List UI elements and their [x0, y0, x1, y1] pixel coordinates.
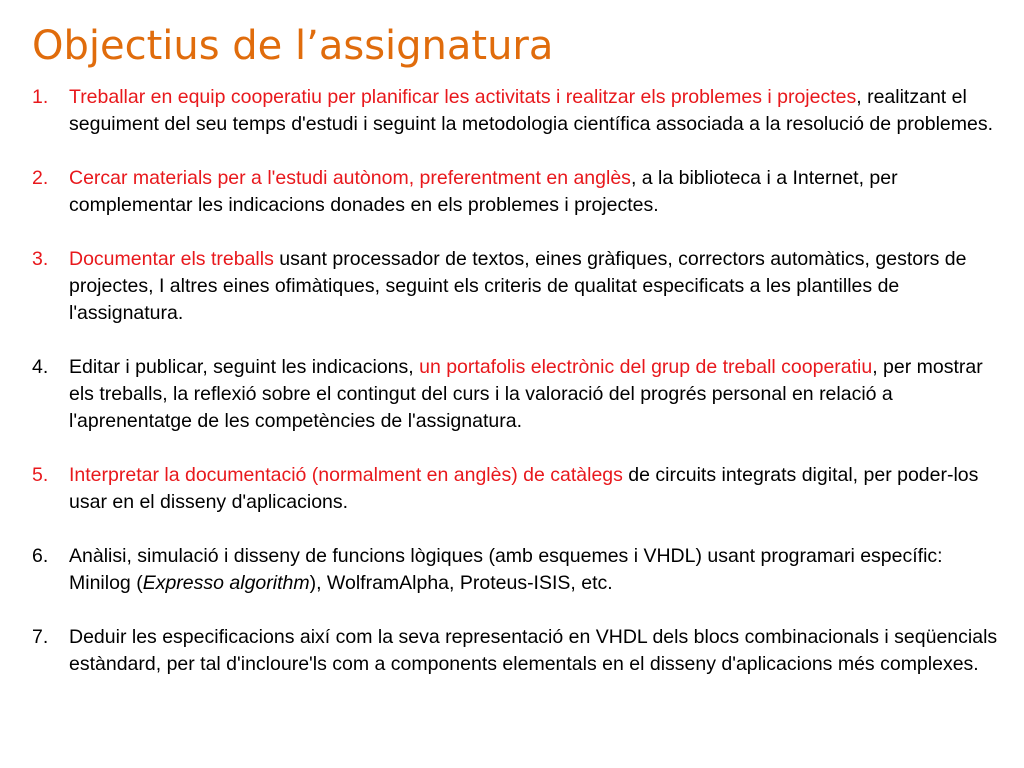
slide-title: Objectius de l’assignatura — [32, 23, 554, 69]
objective-item — [32, 84, 1002, 138]
body-text: Editar i publicar, seguint les indicacions, — [69, 356, 420, 378]
objective-number: 6. — [32, 545, 49, 567]
highlighted-text: Treballar en equip cooperatiu per planificar les activitats i realitzar els problemes i projectes — [69, 86, 857, 108]
body-text: ), WolframAlpha, Proteus-ISIS, etc. — [309, 572, 613, 594]
objective-text — [69, 464, 978, 513]
body-text: de circuits integrats digital, per poder-los usar en el disseny d'aplicacions. — [69, 464, 979, 513]
objectives-list — [32, 84, 1002, 678]
body-text: usant processador de textos, eines gràfiques, correctors automàtics, gestors de projectes, I altres eines ofimàtiques, seguint els criteris de qualitat especificats a les plantilles de l'assignatura. — [69, 248, 967, 324]
highlighted-text: un portafolis electrònic del grup de treball cooperatiu — [419, 356, 873, 378]
objective-text — [69, 167, 898, 216]
body-text: , realitzant el seguiment del seu temps d'estudi i seguint la metodologia científica associada a la resolució de problemes. — [69, 86, 994, 135]
objective-text — [69, 356, 983, 432]
objective-text — [69, 248, 966, 324]
objective-text — [69, 545, 943, 594]
body-text: , per mostrar els treballs, la reflexió sobre el contingut del curs i la valoració del progrés personal en relació a l'aprenentatge de les competències de l'assignatura. — [69, 356, 983, 432]
objective-item — [32, 246, 1002, 327]
body-text: , a la biblioteca i a Internet, per complementar les indicacions donades en els problemes i projectes. — [69, 167, 898, 216]
objective-item — [32, 462, 1002, 516]
objective-text — [69, 626, 997, 675]
body-text: Deduir les especificacions així com la seva representació en VHDL dels blocs combinacionals i seqüencials estàndard, per tal d'incloure'ls com a components elementals en el disseny d'aplicacions més complexes. — [69, 626, 998, 675]
objective-item — [32, 354, 1002, 435]
objective-number: 2. — [32, 167, 49, 189]
objective-item — [32, 165, 1002, 219]
highlighted-text: Interpretar la documentació (normalment en anglès) de catàlegs — [69, 464, 623, 486]
objective-item — [32, 543, 1002, 597]
highlighted-text: Documentar els treballs — [69, 248, 274, 270]
objective-number: 1. — [32, 86, 49, 108]
objective-number: 7. — [32, 626, 49, 648]
highlighted-text: Cercar materials per a l'estudi autònom, preferentment en anglès — [69, 167, 631, 189]
objective-text — [69, 86, 993, 135]
objective-number: 3. — [32, 248, 49, 270]
objective-item — [32, 624, 1002, 678]
objective-number: 5. — [32, 464, 49, 486]
objective-number: 4. — [32, 356, 49, 378]
body-text: Anàlisi, simulació i disseny de funcions lògiques (amb esquemes i VHDL) usant programari específic: Minilog ( — [69, 545, 943, 594]
body-text: Expresso algorithm — [142, 572, 310, 594]
